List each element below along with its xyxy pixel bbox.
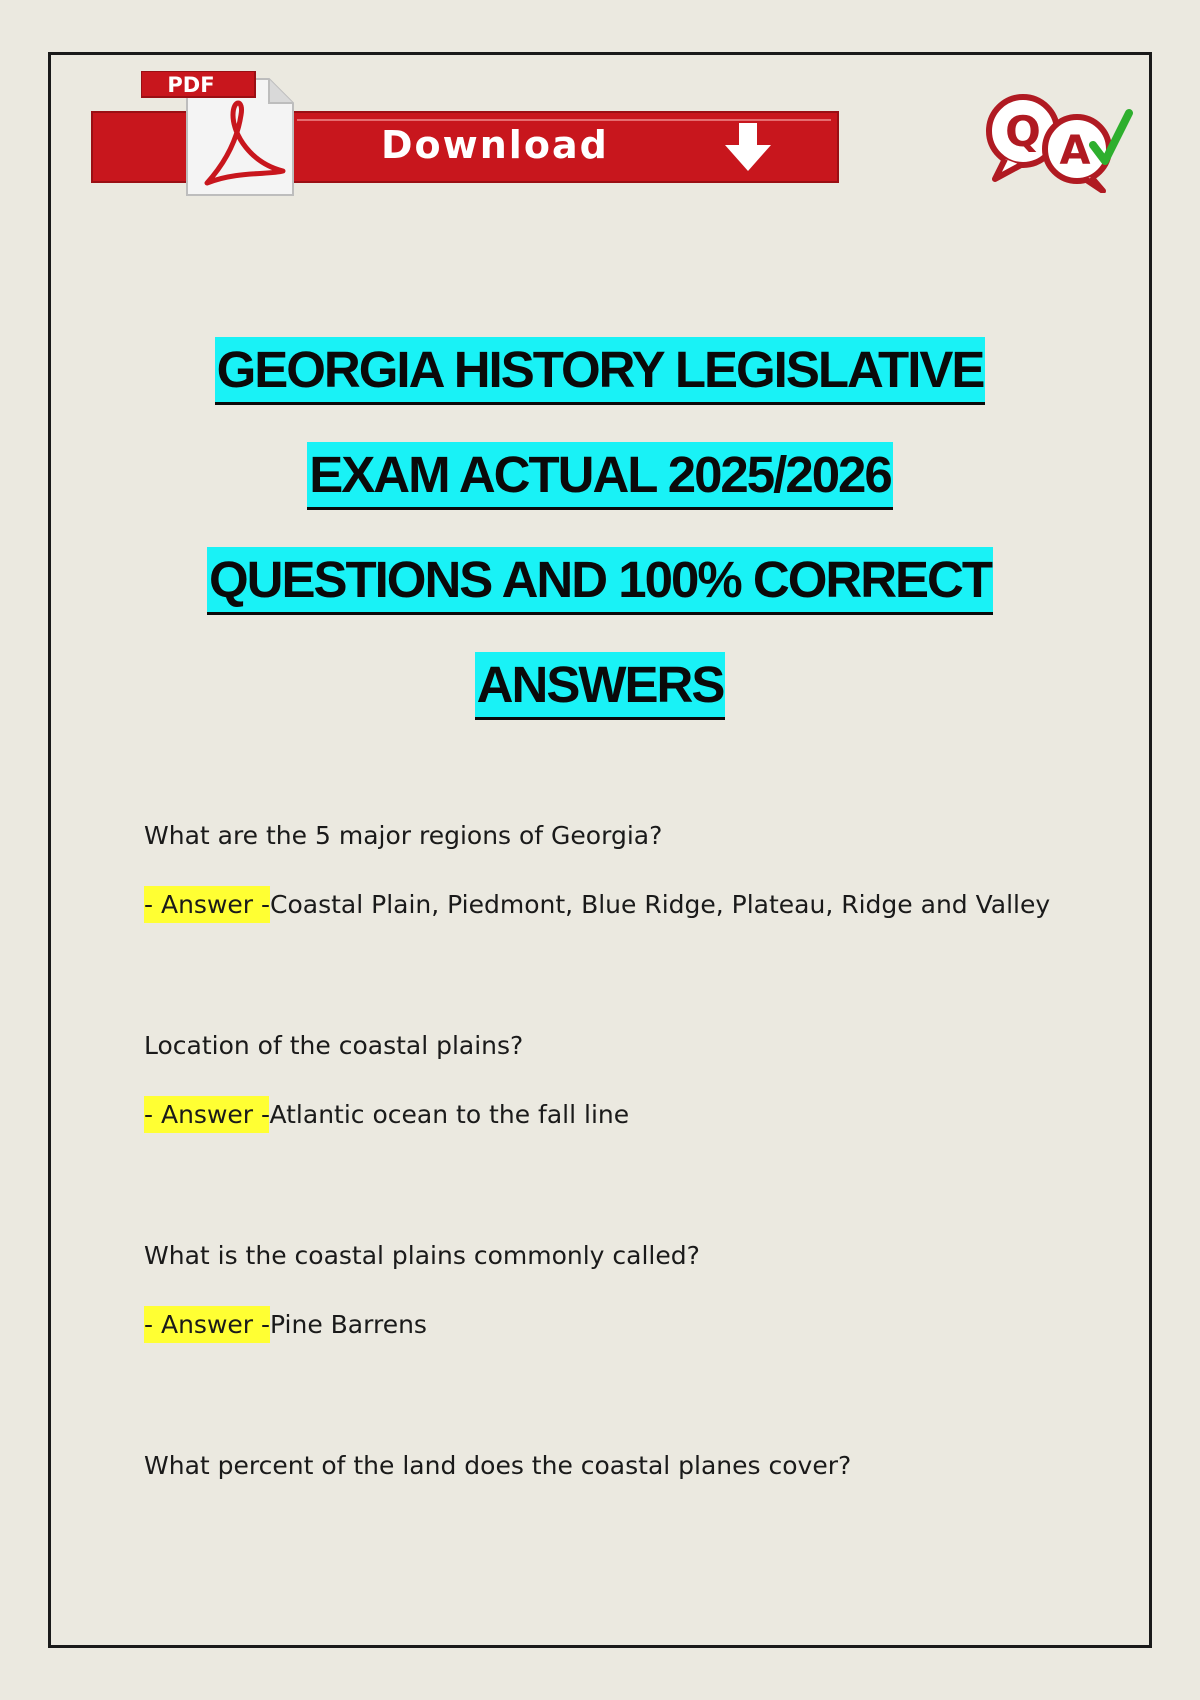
- title-line-text: ANSWERS: [475, 652, 726, 720]
- answer-line: [144, 889, 1104, 921]
- pdf-tab-label: PDF: [167, 73, 215, 97]
- title-line: [51, 317, 1149, 422]
- answer-line: [144, 1309, 1104, 1341]
- qa-checkmark-logo: [981, 83, 1141, 193]
- answer-line: [144, 1099, 1104, 1131]
- document-page: [48, 52, 1152, 1648]
- pdf-download-banner[interactable]: [91, 65, 839, 195]
- answer-text: Atlantic ocean to the fall line: [269, 1100, 630, 1129]
- qa-item: [144, 1240, 1104, 1450]
- pdf-file-icon[interactable]: [141, 71, 301, 197]
- answer-text: Pine Barrens: [270, 1310, 427, 1339]
- qa-item: [144, 820, 1104, 1030]
- title-line: [51, 632, 1149, 737]
- question-text: Location of the coastal plains?: [144, 1031, 524, 1060]
- answer-tag: - Answer -: [144, 1306, 270, 1343]
- download-label[interactable]: Download: [381, 123, 609, 167]
- title-line-text: EXAM ACTUAL 2025/2026: [307, 442, 893, 510]
- qa-item: [144, 1450, 1104, 1660]
- answer-tag: - Answer -: [144, 1096, 269, 1133]
- title-line: [51, 422, 1149, 527]
- qa-logo-q: Q: [1005, 107, 1041, 156]
- qa-logo-a: A: [1059, 128, 1091, 174]
- question-text: What are the 5 major regions of Georgia?: [144, 821, 663, 850]
- title-line: [51, 527, 1149, 632]
- question-text: What is the coastal plains commonly called?: [144, 1241, 700, 1270]
- question-text: What percent of the land does the coastal planes cover?: [144, 1451, 852, 1480]
- qa-list: [144, 820, 1104, 1660]
- document-title: [51, 317, 1149, 737]
- qa-item: [144, 1030, 1104, 1240]
- title-line-text: QUESTIONS AND 100% CORRECT: [207, 547, 993, 615]
- title-line-text: GEORGIA HISTORY LEGISLATIVE: [215, 337, 986, 405]
- answer-text: Coastal Plain, Piedmont, Blue Ridge, Plateau, Ridge and Valley: [270, 890, 1051, 919]
- answer-tag: - Answer -: [144, 886, 270, 923]
- download-arrow-icon[interactable]: [719, 121, 777, 173]
